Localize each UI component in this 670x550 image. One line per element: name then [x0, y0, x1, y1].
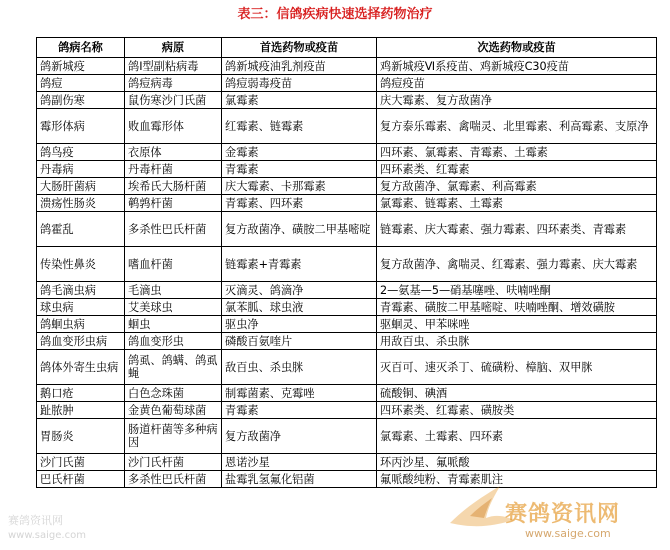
table-row — [37, 402, 657, 419]
first-choice-cell: 驱虫净 — [222, 316, 377, 333]
first-choice-cell: 制霉菌素、克霉唑 — [222, 385, 377, 402]
first-choice-cell: 青霉素、四环素 — [222, 195, 377, 212]
header-second-choice: 次选药物或疫苗 — [377, 38, 657, 58]
second-choice-cell: 复方泰乐霉素、禽喘灵、北里霉素、利高霉素、支原净 — [377, 109, 657, 144]
page-title: 表三：信鸽疾病快速选择药物治疗 — [237, 7, 433, 22]
first-choice-cell: 红霉素、链霉素 — [222, 109, 377, 144]
disease-cell: 胃肠炎 — [37, 419, 125, 454]
disease-cell: 鸽痘 — [37, 75, 125, 92]
second-choice-cell: 硫酸铜、碘酒 — [377, 385, 657, 402]
pathogen-cell: 丹毒杆菌 — [125, 161, 222, 178]
pathogen-cell: 嗜血杆菌 — [125, 247, 222, 282]
second-choice-cell: 四环素、氯霉素、青霉素、土霉素 — [377, 144, 657, 161]
second-choice-cell: 用敌百虫、杀虫脒 — [377, 333, 657, 350]
pathogen-cell: 埃希氏大肠杆菌 — [125, 178, 222, 195]
table-row — [37, 299, 657, 316]
table-row — [37, 75, 657, 92]
pathogen-cell: 肠道杆菌等多种病因 — [125, 419, 222, 454]
disease-cell: 鹅口疮 — [37, 385, 125, 402]
first-choice-cell: 鸽新城疫油乳剂疫苗 — [222, 58, 377, 75]
second-choice-cell: 四环素类、红霉素 — [377, 161, 657, 178]
header-disease: 鸽病名称 — [37, 38, 125, 58]
pathogen-cell: 金黄色葡萄球菌 — [125, 402, 222, 419]
table-row — [37, 178, 657, 195]
first-choice-cell: 青霉素 — [222, 161, 377, 178]
table-row — [37, 454, 657, 471]
second-choice-cell: 氯霉素、土霉素、四环素 — [377, 419, 657, 454]
second-choice-cell: 灭百可、速灭杀丁、硫磺粉、樟脑、双甲脒 — [377, 350, 657, 385]
table-row — [37, 333, 657, 350]
watermark-url: www.saige.com — [525, 527, 611, 540]
second-choice-cell: 氟哌酸纯粉、青霉素肌注 — [377, 471, 657, 488]
table-row — [37, 109, 657, 144]
disease-cell: 鸽蛔虫病 — [37, 316, 125, 333]
watermark-left-url: www.saige.com — [8, 530, 86, 541]
first-choice-cell: 庆大霉素、卡那霉素 — [222, 178, 377, 195]
pathogen-cell: 败血霉形体 — [125, 109, 222, 144]
disease-cell: 球虫病 — [37, 299, 125, 316]
pathogen-cell: 鸽虱、鸽螨、鸽虱蝇 — [125, 350, 222, 385]
second-choice-cell: 链霉素、庆大霉素、强力霉素、四环素类、青霉素 — [377, 212, 657, 247]
first-choice-cell: 敌百虫、杀虫脒 — [222, 350, 377, 385]
header-pathogen: 病原 — [125, 38, 222, 58]
table-row — [37, 471, 657, 488]
first-choice-cell: 金霉素 — [222, 144, 377, 161]
pathogen-cell: 蛔虫 — [125, 316, 222, 333]
disease-cell: 鸽鸟疫 — [37, 144, 125, 161]
table-row — [37, 247, 657, 282]
table-row — [37, 419, 657, 454]
watermark-brand: 赛鸽资讯网 — [505, 502, 621, 527]
pathogen-cell: 毛滴虫 — [125, 282, 222, 299]
pathogen-cell: 鼠伤寒沙门氏菌 — [125, 92, 222, 109]
second-choice-cell: 四环素类、红霉素、磺胺类 — [377, 402, 657, 419]
table-row — [37, 282, 657, 299]
disease-cell: 溃疡性肠炎 — [37, 195, 125, 212]
disease-cell: 巴氏杆菌 — [37, 471, 125, 488]
disease-cell: 鸽副伤寒 — [37, 92, 125, 109]
pathogen-cell: 鸽痘病毒 — [125, 75, 222, 92]
pathogen-cell: 鸽血变形虫 — [125, 333, 222, 350]
pathogen-cell: 鸽Ⅰ型副粘病毒 — [125, 58, 222, 75]
disease-cell: 传染性鼻炎 — [37, 247, 125, 282]
disease-cell: 大肠肝菌病 — [37, 178, 125, 195]
first-choice-cell: 磷酸百氨喹片 — [222, 333, 377, 350]
second-choice-cell: 氯霉素、链霉素、土霉素 — [377, 195, 657, 212]
second-choice-cell: 庆大霉素、复方敌菌净 — [377, 92, 657, 109]
table-row — [37, 144, 657, 161]
first-choice-cell: 氯霉素 — [222, 92, 377, 109]
table-row — [37, 58, 657, 75]
pathogen-cell: 多杀性巴氏杆菌 — [125, 212, 222, 247]
drug-table — [36, 37, 657, 488]
table-row — [37, 161, 657, 178]
disease-cell: 霉形体病 — [37, 109, 125, 144]
table-header-row — [37, 38, 657, 58]
pathogen-cell: 白色念珠菌 — [125, 385, 222, 402]
table-row — [37, 316, 657, 333]
table-row — [37, 212, 657, 247]
disease-cell: 鸽霍乱 — [37, 212, 125, 247]
disease-cell: 鸽新城疫 — [37, 58, 125, 75]
first-choice-cell: 链霉素+青霉素 — [222, 247, 377, 282]
first-choice-cell: 恩诺沙星 — [222, 454, 377, 471]
first-choice-cell: 复方敌菌净、磺胺二甲基嘧啶 — [222, 212, 377, 247]
disease-cell: 趾脓肿 — [37, 402, 125, 419]
table-row — [37, 350, 657, 385]
second-choice-cell: 复方敌菌净、氯霉素、利高霉素 — [377, 178, 657, 195]
first-choice-cell: 氯苯胍、球虫液 — [222, 299, 377, 316]
second-choice-cell: 环丙沙星、氟哌酸 — [377, 454, 657, 471]
second-choice-cell: 青霉素、磺胺二甲基嘧啶、呋喃唑酮、增效磺胺 — [377, 299, 657, 316]
disease-cell: 鸽血变形虫病 — [37, 333, 125, 350]
table-row — [37, 92, 657, 109]
disease-cell: 丹毒病 — [37, 161, 125, 178]
second-choice-cell: 驱蛔灵、甲苯咪唑 — [377, 316, 657, 333]
pathogen-cell: 衣原体 — [125, 144, 222, 161]
second-choice-cell: 鸡新城疫Ⅵ系疫苗、鸡新城疫C30疫苗 — [377, 58, 657, 75]
second-choice-cell: 2—氨基—5—硝基噻唑、呋喃唑酮 — [377, 282, 657, 299]
disease-cell: 鸽体外寄生虫病 — [37, 350, 125, 385]
first-choice-cell: 复方敌菌净 — [222, 419, 377, 454]
pathogen-cell: 鹌鹑杆菌 — [125, 195, 222, 212]
second-choice-cell: 复方敌菌净、禽喘灵、红霉素、强力霉素、庆大霉素 — [377, 247, 657, 282]
first-choice-cell: 鸽痘弱毒疫苗 — [222, 75, 377, 92]
watermark-left: 赛鸽资讯网 — [8, 514, 63, 527]
pathogen-cell: 沙门氏杆菌 — [125, 454, 222, 471]
disease-cell: 沙门氏菌 — [37, 454, 125, 471]
disease-cell: 鸽毛滴虫病 — [37, 282, 125, 299]
first-choice-cell: 青霉素 — [222, 402, 377, 419]
header-first-choice: 首选药物或疫苗 — [222, 38, 377, 58]
pathogen-cell: 艾美球虫 — [125, 299, 222, 316]
second-choice-cell: 鸽痘疫苗 — [377, 75, 657, 92]
pathogen-cell: 多杀性巴氏杆菌 — [125, 471, 222, 488]
table-row — [37, 195, 657, 212]
table-row — [37, 385, 657, 402]
first-choice-cell: 灭滴灵、鸽滴净 — [222, 282, 377, 299]
first-choice-cell: 盐霉乳氢氟化铝菌 — [222, 471, 377, 488]
